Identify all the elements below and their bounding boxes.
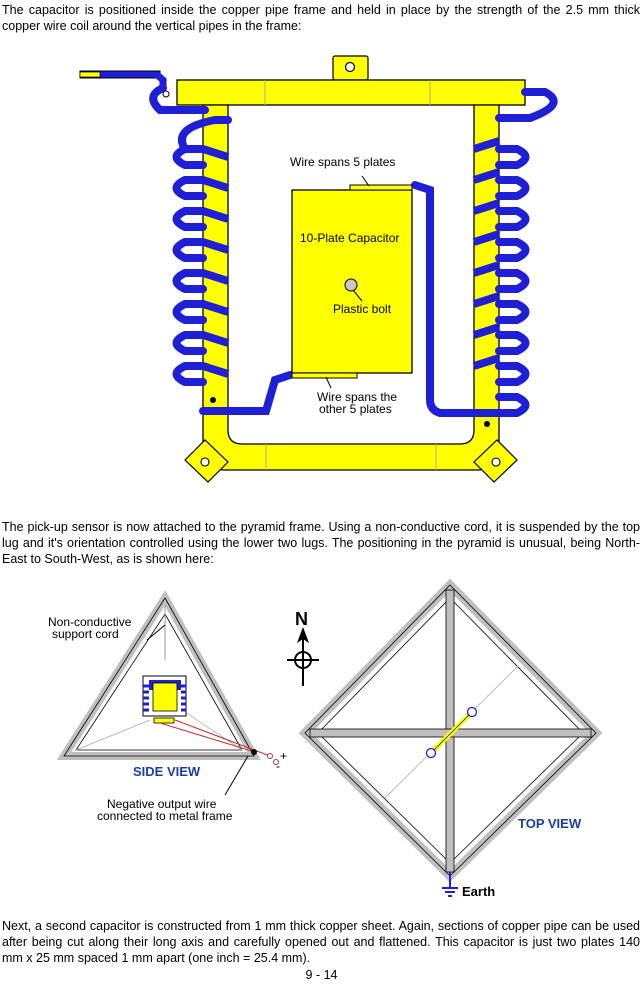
neg-wire-label-1: Negative output wire — [107, 797, 217, 811]
top-view-pyramid — [305, 585, 596, 876]
capacitor-label: 10-Plate Capacitor — [300, 231, 400, 245]
intro-paragraph: The capacitor is positioned inside the copper pipe frame and held in place by the strength of the 2.5 mm thick copper wire coil around the vertical pipes in the frame: — [2, 3, 640, 33]
cord-label-1: Non-conductive — [48, 615, 132, 629]
minus-sign: - — [276, 759, 280, 773]
second-capacitor-paragraph: Next, a second capacitor is constructed from 1 mm thick copper sheet. Again, sections of copper pipe can be used after being cut along their long axis and carefully opened out and flattened. This capacitor is just two plates 140 mm x 25 mm spaced 1 mm apart (one inch = 25.4 mm). — [2, 919, 640, 965]
compass-icon — [287, 609, 319, 686]
wire-spans-other-label-1: Wire spans the — [317, 390, 398, 404]
page-number: 9 - 14 — [305, 968, 338, 982]
neg-wire-label-2: connected to metal frame — [97, 809, 233, 823]
wire-spans-other-label-2: other 5 plates — [319, 402, 392, 416]
sensor-paragraph: The pick-up sensor is now attached to the pyramid frame. Using a non-conductive cord, it is suspended by the top lug and it's orientation controlled using the lower two lugs. The positioning in the pyramid is unusual, being North-East to South-West, as is shown here: — [2, 520, 640, 566]
plus-sign: + — [280, 749, 288, 763]
wire-spans-5-plates-label: Wire spans 5 plates — [290, 155, 396, 169]
earth-label: Earth — [462, 884, 496, 899]
plastic-bolt-label: Plastic bolt — [333, 302, 392, 316]
cord-label-2: support cord — [52, 627, 119, 641]
top-view-label: TOP VIEW — [518, 816, 582, 831]
north-label: N — [295, 609, 308, 629]
side-view-label: SIDE VIEW — [133, 764, 201, 779]
